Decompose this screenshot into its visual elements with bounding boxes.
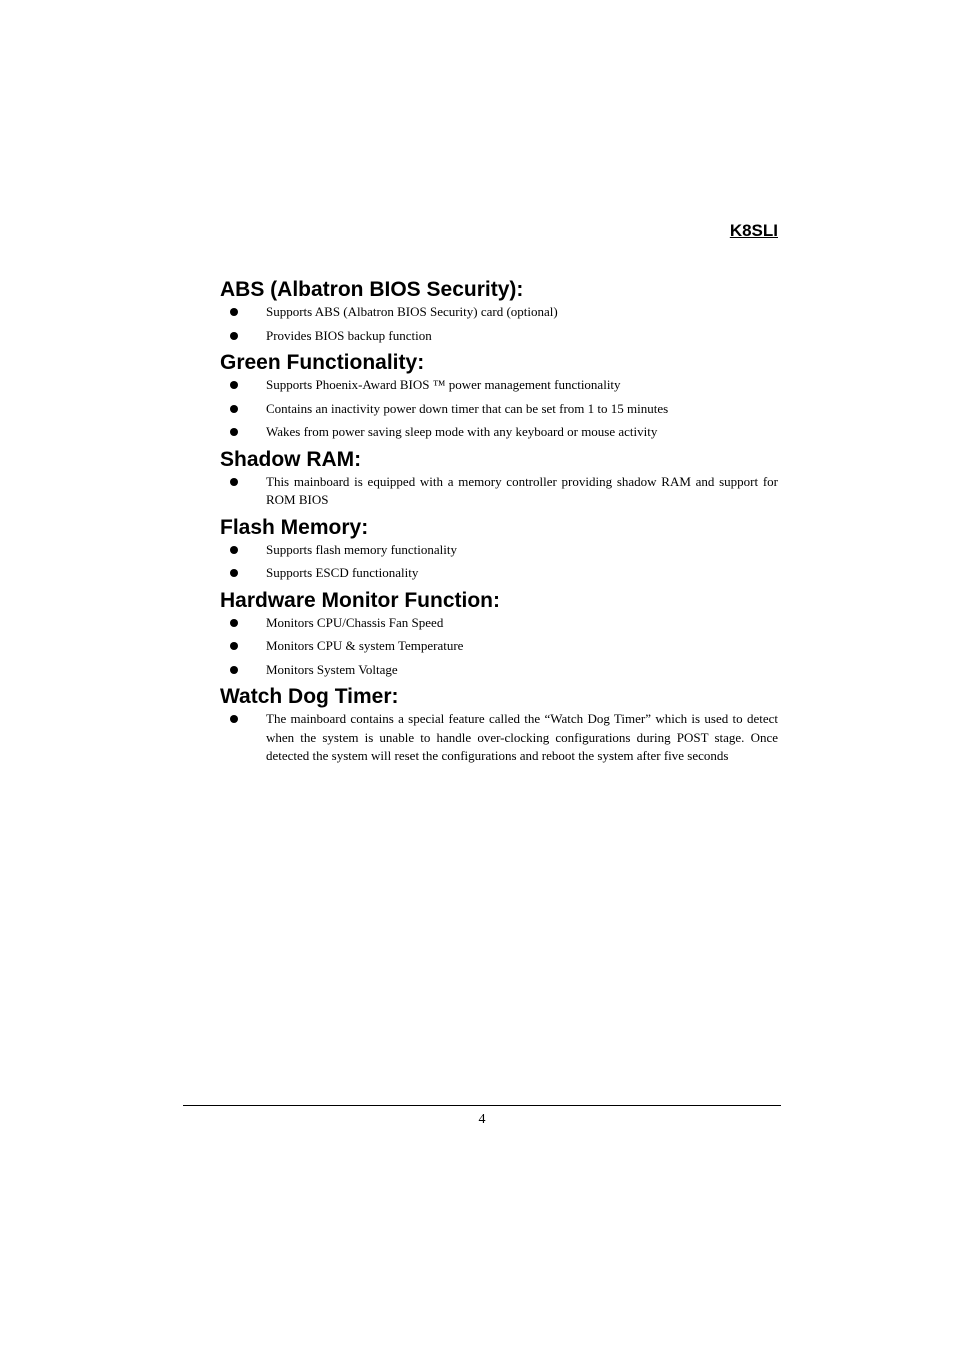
- list-item-text: Supports flash memory functionality: [266, 541, 458, 557]
- model-label: K8SLI: [729, 221, 778, 240]
- page-content: [220, 277, 778, 771]
- bullet-icon: [230, 619, 238, 627]
- page-number: 4: [478, 1112, 486, 1127]
- section-heading-flash-memory: Flash Memory:: [220, 515, 369, 539]
- section-heading-hardware-monitor: Hardware Monitor Function:: [220, 588, 500, 612]
- bullet-list-watch-dog-timer: [220, 710, 778, 766]
- bullet-icon: [230, 332, 238, 340]
- list-item: [220, 473, 778, 510]
- bullet-list-green: [220, 376, 778, 442]
- list-item-text: Provides BIOS backup function: [266, 327, 432, 343]
- list-item-text: Contains an inactivity power down timer that can be set from 1 to 15 minutes: [266, 400, 669, 416]
- list-item-text: Monitors System Voltage: [266, 661, 398, 677]
- list-item-text: This mainboard is equipped with a memory controller providing shadow RAM and support for ROM BIOS: [266, 473, 778, 507]
- bullet-icon: [230, 405, 238, 413]
- list-item: [220, 661, 778, 680]
- list-item: [220, 376, 778, 395]
- list-item-text: Supports Phoenix-Award BIOS ™ power management functionality: [266, 377, 621, 392]
- bullet-icon: [230, 642, 238, 650]
- section-heading-abs: ABS (Albatron BIOS Security):: [220, 278, 524, 301]
- bullet-list-shadow-ram: [220, 473, 778, 510]
- footer-divider: [183, 1105, 781, 1106]
- section-heading-shadow-ram: Shadow RAM:: [220, 447, 362, 471]
- bullet-icon: [230, 381, 238, 389]
- list-item: [220, 541, 778, 560]
- bullet-icon: [230, 715, 238, 723]
- list-item: [220, 423, 778, 442]
- bullet-icon: [230, 546, 238, 554]
- bullet-list-flash-memory: [220, 541, 778, 583]
- list-item: [220, 637, 778, 656]
- list-item-text: Supports ABS (Albatron BIOS Security) card (optional): [266, 304, 558, 319]
- list-item: [220, 564, 778, 583]
- list-item: [220, 327, 778, 346]
- section-heading-green: Green Functionality:: [220, 351, 425, 374]
- bullet-list-hardware-monitor: [220, 614, 778, 680]
- bullet-icon: [230, 569, 238, 577]
- list-item-text: Monitors CPU/Chassis Fan Speed: [266, 614, 444, 630]
- bullet-icon: [230, 428, 238, 436]
- list-item-text: Monitors CPU & system Temperature: [266, 638, 464, 653]
- list-item: [220, 303, 778, 322]
- bullet-icon: [230, 478, 238, 486]
- list-item-text: The mainboard contains a special feature called the “Watch Dog Timer” which is used to detect when the system is unable to handle over-clocking configurations during POST stage. Once detected the system will reset the configurations and reboot the system after five seconds: [266, 711, 778, 763]
- list-item: [220, 614, 778, 633]
- section-heading-watch-dog-timer: Watch Dog Timer:: [220, 685, 399, 708]
- list-item: [220, 710, 778, 766]
- bullet-list-abs: [220, 303, 778, 345]
- list-item-text: Supports ESCD functionality: [266, 565, 419, 580]
- bullet-icon: [230, 308, 238, 316]
- list-item-text: Wakes from power saving sleep mode with any keyboard or mouse activity: [266, 424, 658, 439]
- list-item: [220, 400, 778, 419]
- bullet-icon: [230, 666, 238, 674]
